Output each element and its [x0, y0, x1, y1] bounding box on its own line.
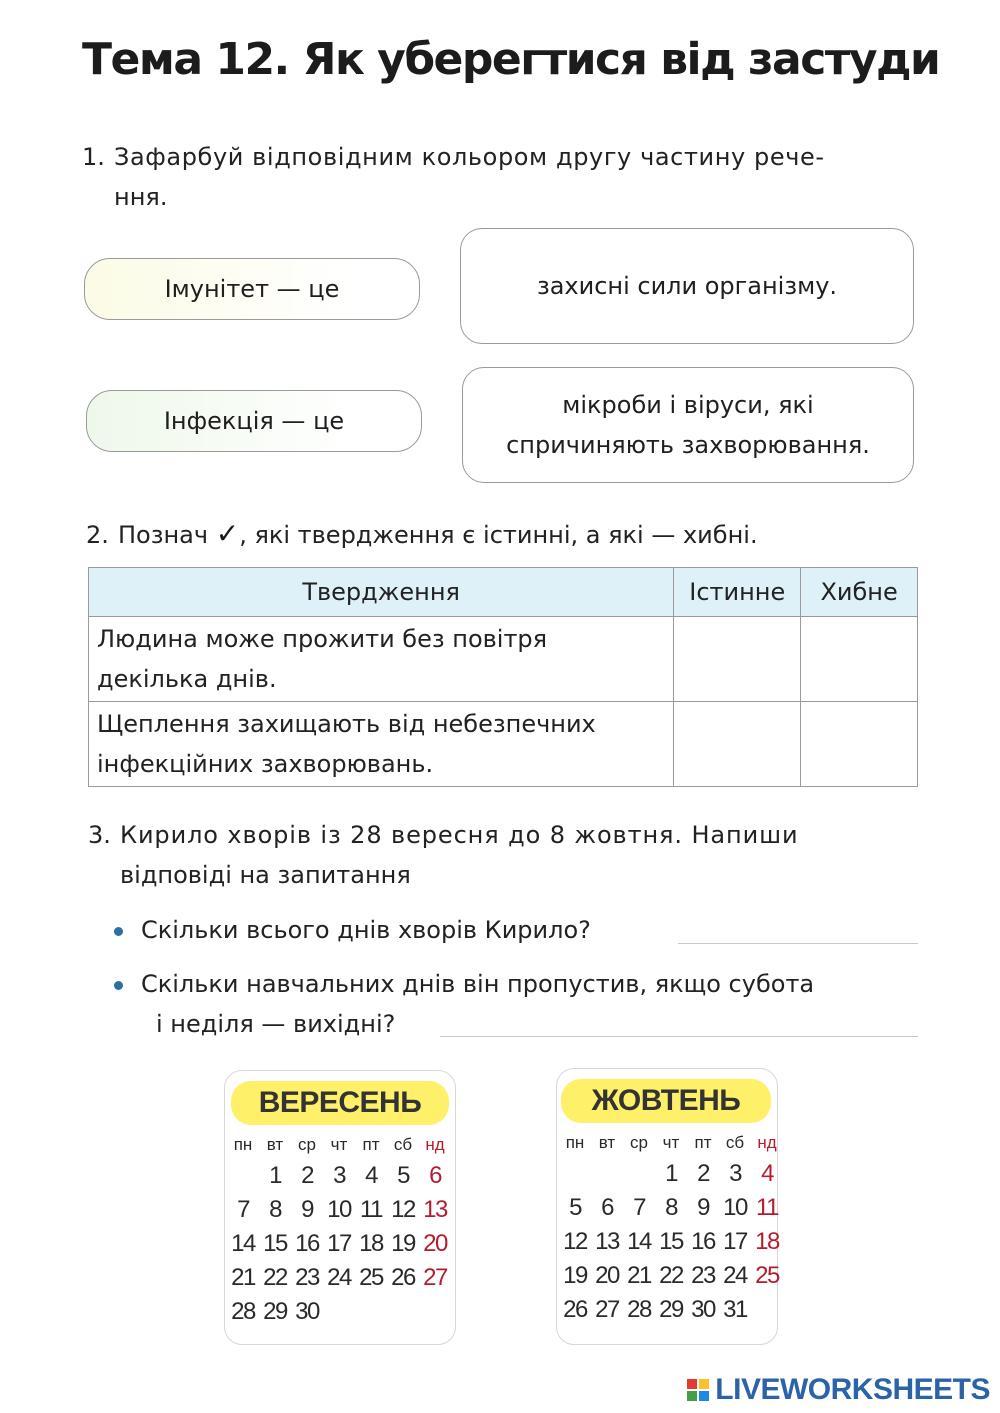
calendar-day: 12	[563, 1228, 587, 1255]
calendar-day: 26	[391, 1264, 415, 1291]
month-title-october: ЖОВТЕНЬ	[561, 1079, 771, 1123]
question-2	[114, 964, 814, 1044]
task2-text-before: Познач	[118, 521, 209, 549]
calendar-day: 23	[691, 1262, 715, 1289]
task3-instruction	[88, 815, 922, 895]
calendar-empty-cell	[227, 1159, 259, 1193]
statement-1-true-cell[interactable]	[674, 617, 801, 702]
pair2-right-box[interactable]	[462, 367, 914, 483]
task3-text-line2: відповіді на запитання	[120, 861, 411, 889]
pair2-right-text-line1: мікроби і віруси, які	[562, 391, 814, 419]
calendar-day: 19	[391, 1230, 415, 1257]
statement-1-line2: декілька днів.	[97, 665, 277, 693]
calendar-day: 5	[397, 1162, 409, 1189]
calendar-day: 4	[365, 1162, 377, 1189]
calendar-day: 20	[595, 1262, 619, 1289]
pair2-right-text-line2: спричиняють захворювання.	[506, 431, 870, 459]
pair1-left-box[interactable]	[84, 258, 420, 320]
weekday-label: нд	[425, 1135, 445, 1154]
calendar-day: 28	[627, 1296, 651, 1323]
task3-number: 3.	[88, 821, 111, 849]
calendar-day: 24	[327, 1264, 351, 1291]
table-row	[89, 702, 918, 787]
month-title-september: ВЕРЕСЕНЬ	[231, 1081, 449, 1125]
statement-1	[89, 617, 674, 702]
task2-number: 2.	[86, 521, 109, 549]
pair1-right-text: захисні сили організму.	[536, 272, 838, 300]
weekday-label: пн	[233, 1135, 253, 1154]
calendar-day: 13	[595, 1228, 619, 1255]
calendar-day: 4	[761, 1160, 773, 1187]
weekday-label: сб	[725, 1133, 745, 1152]
statement-1-line1: Людина може прожити без повітря	[97, 625, 548, 653]
weekday-label: пт	[694, 1133, 712, 1152]
calendar-day: 11	[360, 1196, 382, 1223]
task1-number: 1.	[82, 143, 105, 171]
answer-1-field[interactable]	[678, 943, 918, 944]
statement-2-line1: Щеплення захищають від небезпечних	[97, 710, 596, 738]
calendar-day: 1	[269, 1162, 281, 1189]
logo-icon	[687, 1379, 709, 1401]
calendar-day: 12	[391, 1196, 415, 1223]
calendar-day: 17	[327, 1230, 351, 1257]
calendar-day: 28	[231, 1298, 255, 1325]
weekday-label: чт	[330, 1135, 348, 1154]
calendar-day: 18	[359, 1230, 383, 1257]
task3-text-line1: Кирило хворів із 28 вересня до 8 жовтня. Напиши	[120, 821, 799, 849]
calendar-empty-cell	[623, 1157, 655, 1191]
calendar-day: 1	[665, 1160, 677, 1187]
weekday-label: сб	[393, 1135, 413, 1154]
question-2-text-line2: і неділя — вихідні?	[156, 1010, 396, 1038]
weekday-label: нд	[757, 1133, 777, 1152]
calendar-empty-cell	[559, 1157, 591, 1191]
calendar-day: 6	[601, 1194, 613, 1221]
calendar-day: 3	[333, 1162, 345, 1189]
calendar-day: 14	[627, 1228, 651, 1255]
calendar-day: 8	[665, 1194, 677, 1221]
calendar-day: 16	[295, 1230, 319, 1257]
calendar-day: 10	[327, 1196, 351, 1223]
statement-2-true-cell[interactable]	[674, 702, 801, 787]
statements-table	[88, 567, 918, 787]
table-row	[89, 617, 918, 702]
calendar-day: 26	[563, 1296, 587, 1323]
table-header-row	[89, 568, 918, 617]
calendar-day: 21	[627, 1262, 651, 1289]
calendar-day: 29	[659, 1296, 683, 1323]
calendar-day: 29	[263, 1298, 287, 1325]
question-1-text: Скільки всього днів хворів Кирило?	[141, 916, 591, 944]
calendar-day: 25	[755, 1262, 779, 1289]
header-statement: Твердження	[89, 568, 674, 617]
answer-2-field[interactable]	[440, 1036, 918, 1037]
calendar-day: 15	[263, 1230, 287, 1257]
calendar-day: 23	[295, 1264, 319, 1291]
weekday-label: вт	[266, 1135, 284, 1154]
calendar-day: 9	[301, 1196, 313, 1223]
statement-2	[89, 702, 674, 787]
calendar-day: 21	[231, 1264, 255, 1291]
calendar-day: 8	[269, 1196, 281, 1223]
header-true: Істинне	[674, 568, 801, 617]
calendar-day: 6	[429, 1162, 441, 1189]
calendar-day: 14	[231, 1230, 255, 1257]
task2-text-after: , які твердження є істинні, а які — хибні.	[239, 521, 758, 549]
calendar-day: 22	[263, 1264, 287, 1291]
calendar-day: 24	[723, 1262, 747, 1289]
calendar-day: 30	[295, 1298, 319, 1325]
checkmark-icon: ✓	[215, 517, 240, 550]
task1-instruction	[82, 137, 922, 217]
calendar-day: 16	[691, 1228, 715, 1255]
calendar-day: 20	[423, 1230, 447, 1257]
calendar-day: 11	[756, 1194, 778, 1221]
calendar-grid-october	[559, 1129, 777, 1327]
calendar-day: 19	[563, 1262, 587, 1289]
statement-1-false-cell[interactable]	[801, 617, 918, 702]
pair2-left-text: Інфекція — це	[163, 407, 345, 435]
weekday-label: ср	[298, 1135, 316, 1154]
calendar-day: 30	[691, 1296, 715, 1323]
calendar-empty-cell	[591, 1157, 623, 1191]
question-2-text-line1: Скільки навчальних днів він пропустив, якщо субота	[141, 970, 815, 998]
weekday-label: пт	[362, 1135, 380, 1154]
bullet-icon	[114, 927, 123, 936]
calendar-day: 2	[301, 1162, 313, 1189]
logo-text: LIVEWORKSHEETS	[715, 1373, 990, 1406]
calendar-grid-september	[227, 1131, 455, 1329]
calendar-day: 17	[723, 1228, 747, 1255]
calendar-day: 18	[755, 1228, 779, 1255]
task1-text-line1: Зафарбуй відповідним кольором другу частину рече-	[114, 143, 825, 171]
question-1	[114, 910, 591, 950]
weekday-label: чт	[662, 1133, 680, 1152]
page-title: Тема 12. Як уберегтися від застуди	[82, 34, 940, 85]
calendar-day: 27	[423, 1264, 447, 1291]
liveworksheets-logo	[687, 1373, 990, 1407]
calendar-september	[224, 1070, 456, 1345]
calendar-day: 9	[697, 1194, 709, 1221]
calendar-day: 15	[659, 1228, 683, 1255]
calendar-day: 13	[423, 1196, 447, 1223]
calendar-day: 25	[359, 1264, 383, 1291]
pair2-left-box[interactable]	[86, 390, 422, 452]
task1-text-line2: ння.	[114, 183, 168, 211]
weekday-label: вт	[598, 1133, 616, 1152]
pair1-right-box[interactable]	[460, 228, 914, 344]
bullet-icon	[114, 981, 123, 990]
header-false: Хибне	[801, 568, 918, 617]
calendar-day: 27	[595, 1296, 619, 1323]
calendar-day: 5	[569, 1194, 581, 1221]
calendar-day: 2	[697, 1160, 709, 1187]
pair1-left-text: Імунітет — це	[164, 275, 340, 303]
calendar-day: 22	[659, 1262, 683, 1289]
weekday-label: пн	[565, 1133, 585, 1152]
calendar-day: 7	[633, 1194, 645, 1221]
weekday-label: ср	[630, 1133, 648, 1152]
statement-2-false-cell[interactable]	[801, 702, 918, 787]
statement-2-line2: інфекційних захворювань.	[97, 750, 434, 778]
calendar-day: 3	[729, 1160, 741, 1187]
calendar-day: 7	[237, 1196, 249, 1223]
calendar-day: 10	[723, 1194, 747, 1221]
task2-instruction	[86, 514, 758, 555]
calendar-october	[556, 1068, 778, 1345]
calendar-day: 31	[723, 1296, 747, 1323]
